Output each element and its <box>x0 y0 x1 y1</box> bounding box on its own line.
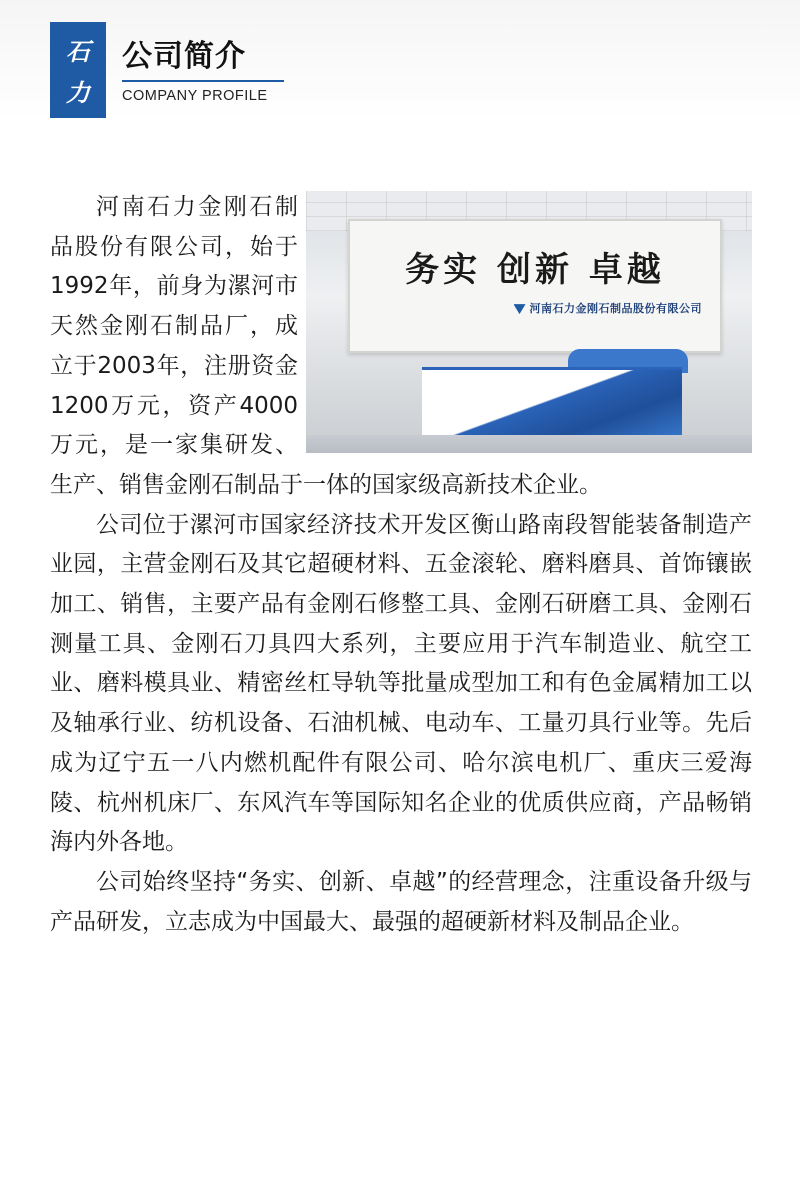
sign-company <box>514 289 703 329</box>
paragraph-philosophy: 公司始终坚持“务实、创新、卓越”的经营理念，注重设备升级与产品研发，立志成为中国最大、最强的超硬新材料及制品企业。 <box>50 868 752 935</box>
title-divider <box>122 80 284 82</box>
header-background <box>0 0 800 120</box>
reception-desk <box>422 367 682 444</box>
desk-wave-decoration <box>422 370 682 444</box>
section-title <box>122 40 284 104</box>
photo-floor <box>306 435 752 453</box>
page-subtitle: COMPANY PROFILE <box>122 88 268 104</box>
photo-wall-sign <box>348 219 722 353</box>
logo-char-bottom: 力 <box>66 78 90 107</box>
sign-company-name: 河南石力金刚石制品股份有限公司 <box>529 302 702 316</box>
sign-slogan: 务实 创新 卓越 <box>405 250 665 290</box>
paragraph-intro: 河南石力金刚石制品股份有限公司，始于1992年，前身为漯河市天然金刚石制品厂，成立于2003年，注册资金1200万元，资产4000万元，是一家集研发、生产、销售金刚石制品于一体的国家级高新技术企业。 <box>50 194 602 498</box>
logo-char-top: 石 <box>66 37 90 66</box>
paragraph-business: 公司位于漯河市国家经济技术开发区衡山路南段智能装备制造产业园，主营金刚石及其它超硬材料、五金滚轮、磨料磨具、首饰镶嵌加工、销售，主要产品有金刚石修整工具、金刚石研磨工具、金刚石测量工具、金刚石刀具四大系列，主要应用于汽车制造业、航空工业、磨料模具业、精密丝杠导轨等批量成型加工和有色金属精加工以及轴承行业、纺机设备、石油机械、电动车、工量刃具行业等。先后成为辽宁五一八内燃机配件有限公司、哈尔滨电机厂、重庆三爱海陵、杭州机床厂、东风汽车等国际知名企业的优质供应商，产品畅销海内外各地。 <box>50 511 752 856</box>
company-logo <box>50 22 106 118</box>
profile-body <box>50 188 752 942</box>
reception-photo <box>306 191 752 453</box>
diamond-logo-icon <box>514 304 526 314</box>
page-title: 公司简介 <box>122 39 246 74</box>
